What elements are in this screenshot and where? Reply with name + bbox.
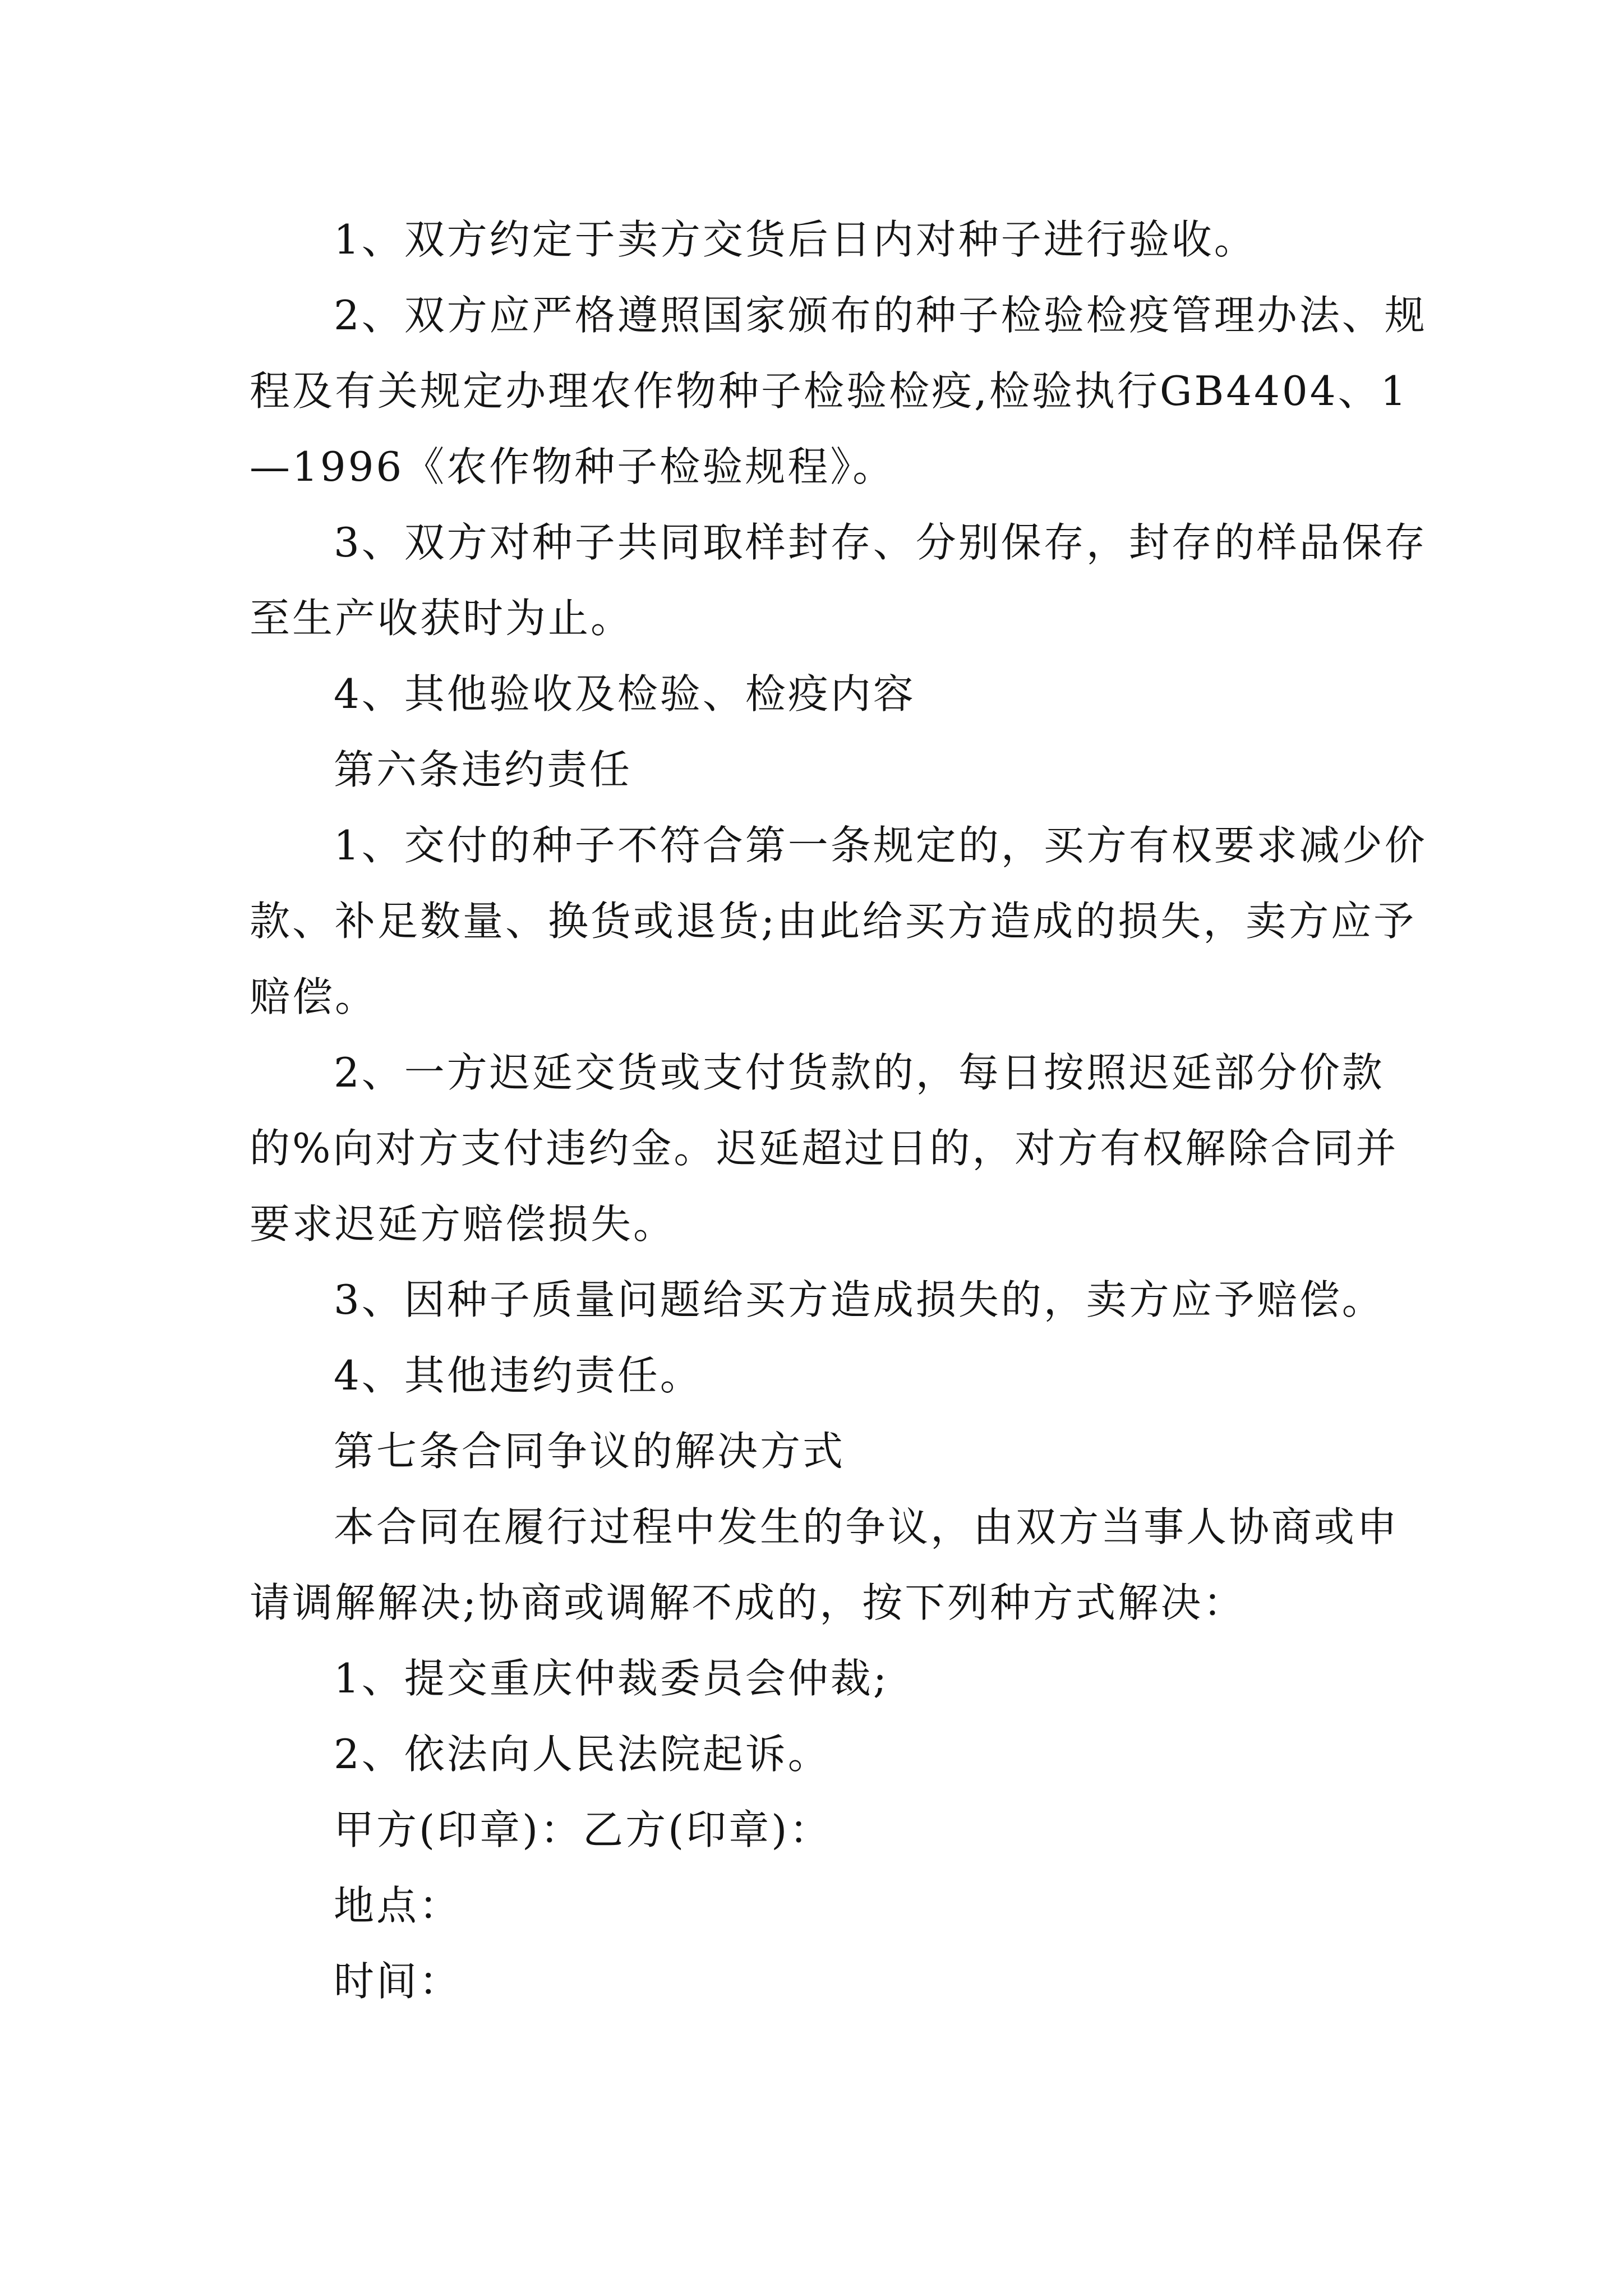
section-heading: 第六条违约责任 xyxy=(334,746,633,793)
clause-paragraph: 4、其他验收及检验、检疫内容 xyxy=(334,670,916,717)
clause-paragraph: 2、双方应严格遵照国家颁布的种子检验检疫管理办法、规程及有关规定办理农作物种子检验检疫,检验执行GB4404、1—1996《农作物种子检验规程》。 xyxy=(250,292,1427,490)
clause-paragraph: 2、依法向人民法院起诉。 xyxy=(334,1731,831,1778)
clause-paragraph: 4、其他违约责任。 xyxy=(334,1352,703,1399)
clause-paragraph: 3、双方对种子共同取样封存、分别保存，封存的样品保存至生产收获时为止。 xyxy=(250,519,1427,642)
signature-line: 甲方(印章)：乙方(印章)： xyxy=(334,1806,832,1853)
clause-paragraph: 本合同在履行过程中发生的争议，由双方当事人协商或申请调解解决;协商或调解不成的，按下列种方式解决： xyxy=(250,1503,1400,1626)
clause-paragraph: 3、因种子质量问题给买方造成损失的，卖方应予赔偿。 xyxy=(334,1276,1385,1323)
clause-paragraph: 2、一方迟延交货或支付货款的，每日按照迟延部分价款的%向对方支付违约金。迟延超过日的，对方有权解除合同并要求迟延方赔偿损失。 xyxy=(250,1049,1399,1248)
date-line: 时间： xyxy=(334,1958,462,2005)
location-line: 地点： xyxy=(334,1882,462,1929)
document-body xyxy=(250,202,1427,2019)
clause-paragraph: 1、提交重庆仲裁委员会仲裁; xyxy=(334,1655,889,1702)
clause-paragraph: 1、双方约定于卖方交货后日内对种子进行验收。 xyxy=(334,216,1257,263)
section-heading: 第七条合同争议的解决方式 xyxy=(334,1428,846,1475)
clause-paragraph: 1、交付的种子不符合第一条规定的，买方有权要求减少价款、补足数量、换货或退货;由此给买方造成的损失，卖方应予赔偿。 xyxy=(250,822,1427,1020)
